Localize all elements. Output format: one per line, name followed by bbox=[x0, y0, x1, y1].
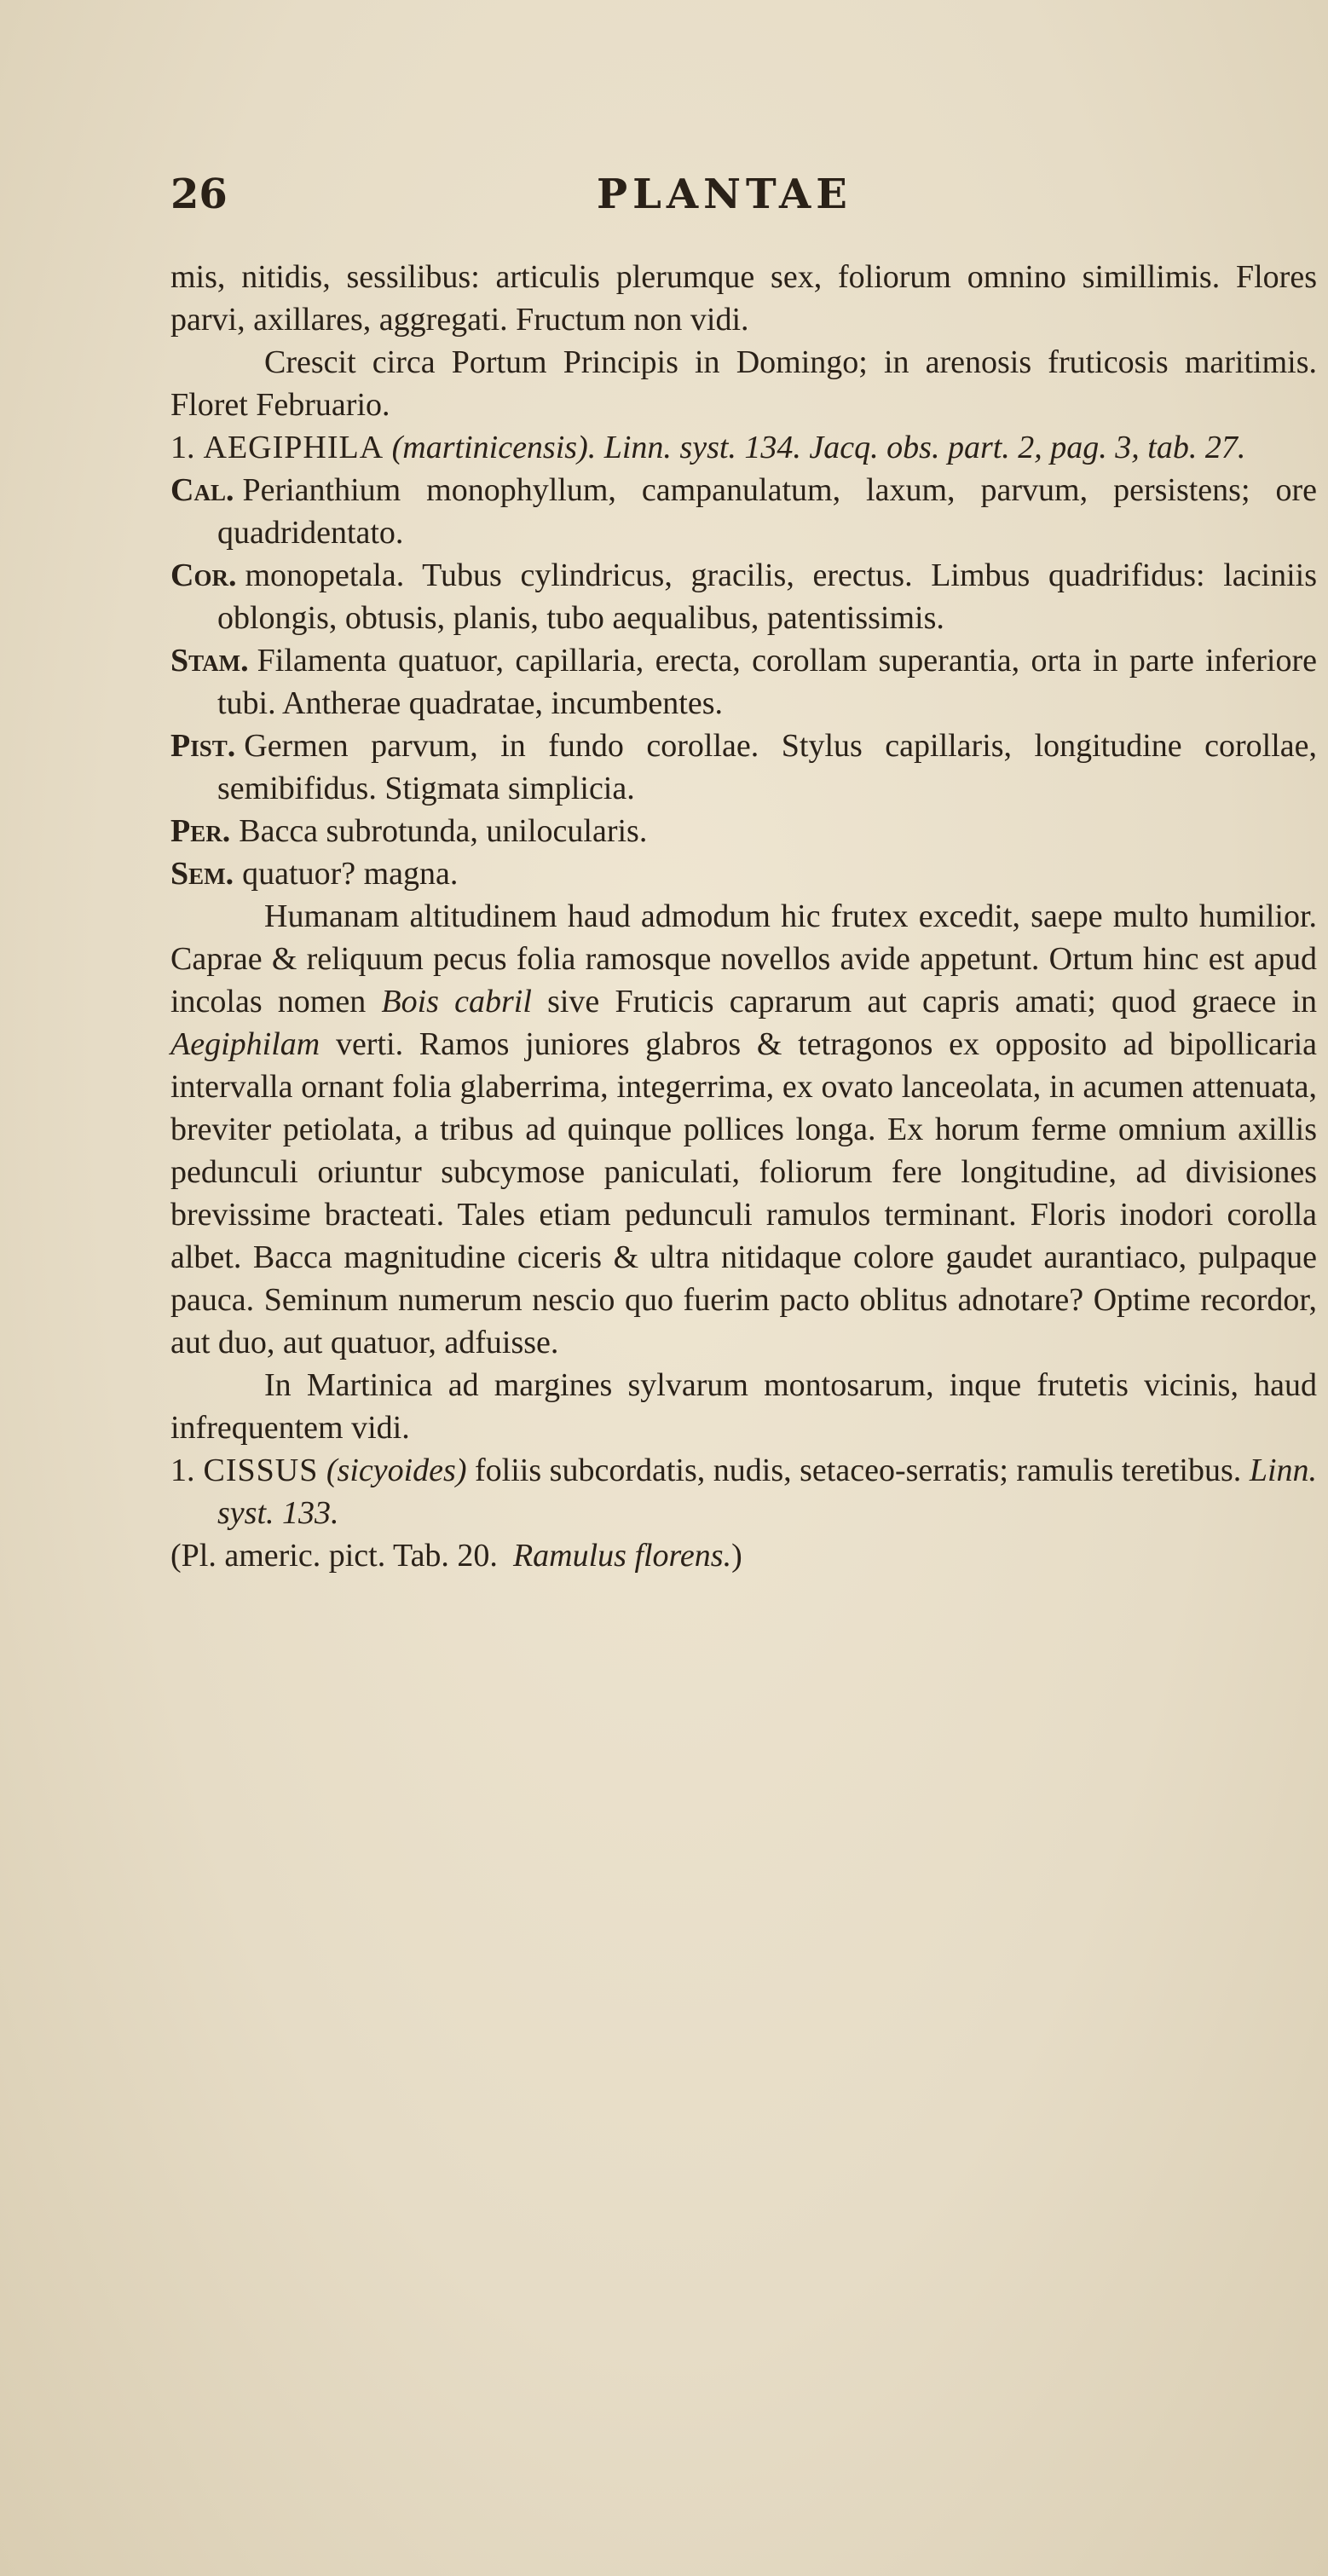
reference-linnaeus: Linn. syst. 133. bbox=[217, 1453, 1318, 1531]
body-text bbox=[170, 256, 1317, 1577]
species-entry-cissus bbox=[170, 1449, 1317, 1534]
species-epithet: (sicyoides) bbox=[326, 1453, 467, 1488]
genus-name-italic: Aegiphilam bbox=[170, 1026, 320, 1062]
description-pistil bbox=[170, 725, 1317, 810]
stamens-label: Stam. bbox=[170, 643, 249, 679]
plate-close: ) bbox=[731, 1538, 742, 1574]
species-entry-aegiphila bbox=[170, 426, 1317, 469]
corolla-label: Cor. bbox=[170, 557, 237, 593]
paragraph-habitat: Crescit circa Portum Principis in Domingo; in arenosis fruticosis maritimis. Floret Februario. bbox=[170, 344, 1317, 423]
calyx-text: Perianthium monophyllum, campanulatum, laxum, parvum, persistens; ore quadridentato. bbox=[217, 472, 1317, 551]
observations-text-2: sive Fruticis caprarum aut capris amati; quod graece in bbox=[547, 984, 1318, 1019]
species-number: 1. bbox=[170, 430, 195, 465]
calyx-label: Cal. bbox=[170, 472, 234, 508]
description-stamens bbox=[170, 639, 1317, 725]
plate-reference bbox=[170, 1534, 1317, 1577]
corolla-text: monopetala. Tubus cylindricus, gracilis, erectus. Limbus quadrifidus: laciniis oblongis, obtusis, planis, tubo aequalibus, patentissimis. bbox=[217, 557, 1317, 636]
pericarp-text: Bacca subrotunda, unilocularis. bbox=[239, 813, 648, 849]
paragraph-observations bbox=[170, 895, 1317, 1364]
local-name: Bois cabril bbox=[381, 984, 532, 1019]
description-seeds bbox=[170, 852, 1317, 895]
running-head: PLANTAE bbox=[597, 170, 852, 218]
description-calyx bbox=[170, 469, 1317, 554]
species-number: 1. bbox=[170, 1453, 195, 1488]
reference-linnaeus: Linn. syst. 134. bbox=[603, 430, 801, 465]
paragraph-locality: In Martinica ad margines sylvarum montosarum, inque frutetis vicinis, haud infrequentem vidi. bbox=[170, 1367, 1317, 1446]
description-corolla bbox=[170, 554, 1317, 639]
plate-ref: (Pl. americ. pict. Tab. 20. bbox=[170, 1538, 498, 1574]
observations-text-3: verti. Ramos juniores glabros & tetragonos ex opposito ad bipollicaria intervalla ornant folia glaberrima, integerrima, ex ovato lanceolata, in acumen attenuata, breviter petiolata, a tribus ad quinque pollices longa. Ex horum ferme omnium axillis pedunculi oriuntur subcymose paniculati, foliorum fere longitudine, ad divisiones brevissime bracteati. Tales etiam pedunculi ramulos terminant. Floris inodori corolla albet. Bacca magnitudine ciceris & ultra nitidaque colore gaudet aurantiaco, pulpaque pauca. Seminum numerum nescio quo fuerim pacto oblitus adnotare? Optime recordor, aut duo, aut quatuor, adfuisse. bbox=[170, 1026, 1317, 1360]
genus-name: AEGIPHILA bbox=[203, 430, 384, 465]
species-epithet: (martinicensis). bbox=[391, 430, 597, 465]
observations-text-1: Humanam altitudinem haud admodum hic frutex excedit, saepe multo humilior. Caprae & reliquum pecus folia ramosque novellos avide appetunt. Ortum hinc est apud incolas nomen bbox=[170, 898, 1317, 1019]
pistil-text: Germen parvum, in fundo corollae. Stylus capillaris, longitudine corollae, semibifidus. Stigmata simplicia. bbox=[217, 728, 1317, 806]
plate-caption: Ramulus florens. bbox=[512, 1538, 732, 1574]
page-header bbox=[170, 170, 1321, 222]
seeds-text: quatuor? magna. bbox=[242, 856, 459, 892]
reference-jacquin: Jacq. obs. part. 2, pag. 3, tab. 27. bbox=[809, 430, 1246, 465]
pericarp-label: Per. bbox=[170, 813, 231, 849]
stamens-text: Filamenta quatuor, capillaria, erecta, corollam superantia, orta in parte inferiore tubi. Antherae quadratae, incumbentes. bbox=[217, 643, 1317, 721]
description-pericarp bbox=[170, 810, 1317, 852]
seeds-label: Sem. bbox=[170, 856, 234, 892]
paragraph-continuation: mis, nitidis, sessilibus: articulis plerumque sex, foliorum omnino simillimis. Flores parvi, axillares, aggregati. Fructum non vidi. bbox=[170, 259, 1317, 338]
genus-name: CISSUS bbox=[203, 1453, 319, 1488]
page-number: 26 bbox=[170, 170, 228, 218]
species-diagnosis: foliis subcordatis, nudis, setaceo-serratis; ramulis teretibus. bbox=[475, 1453, 1242, 1488]
pistil-label: Pist. bbox=[170, 728, 236, 764]
